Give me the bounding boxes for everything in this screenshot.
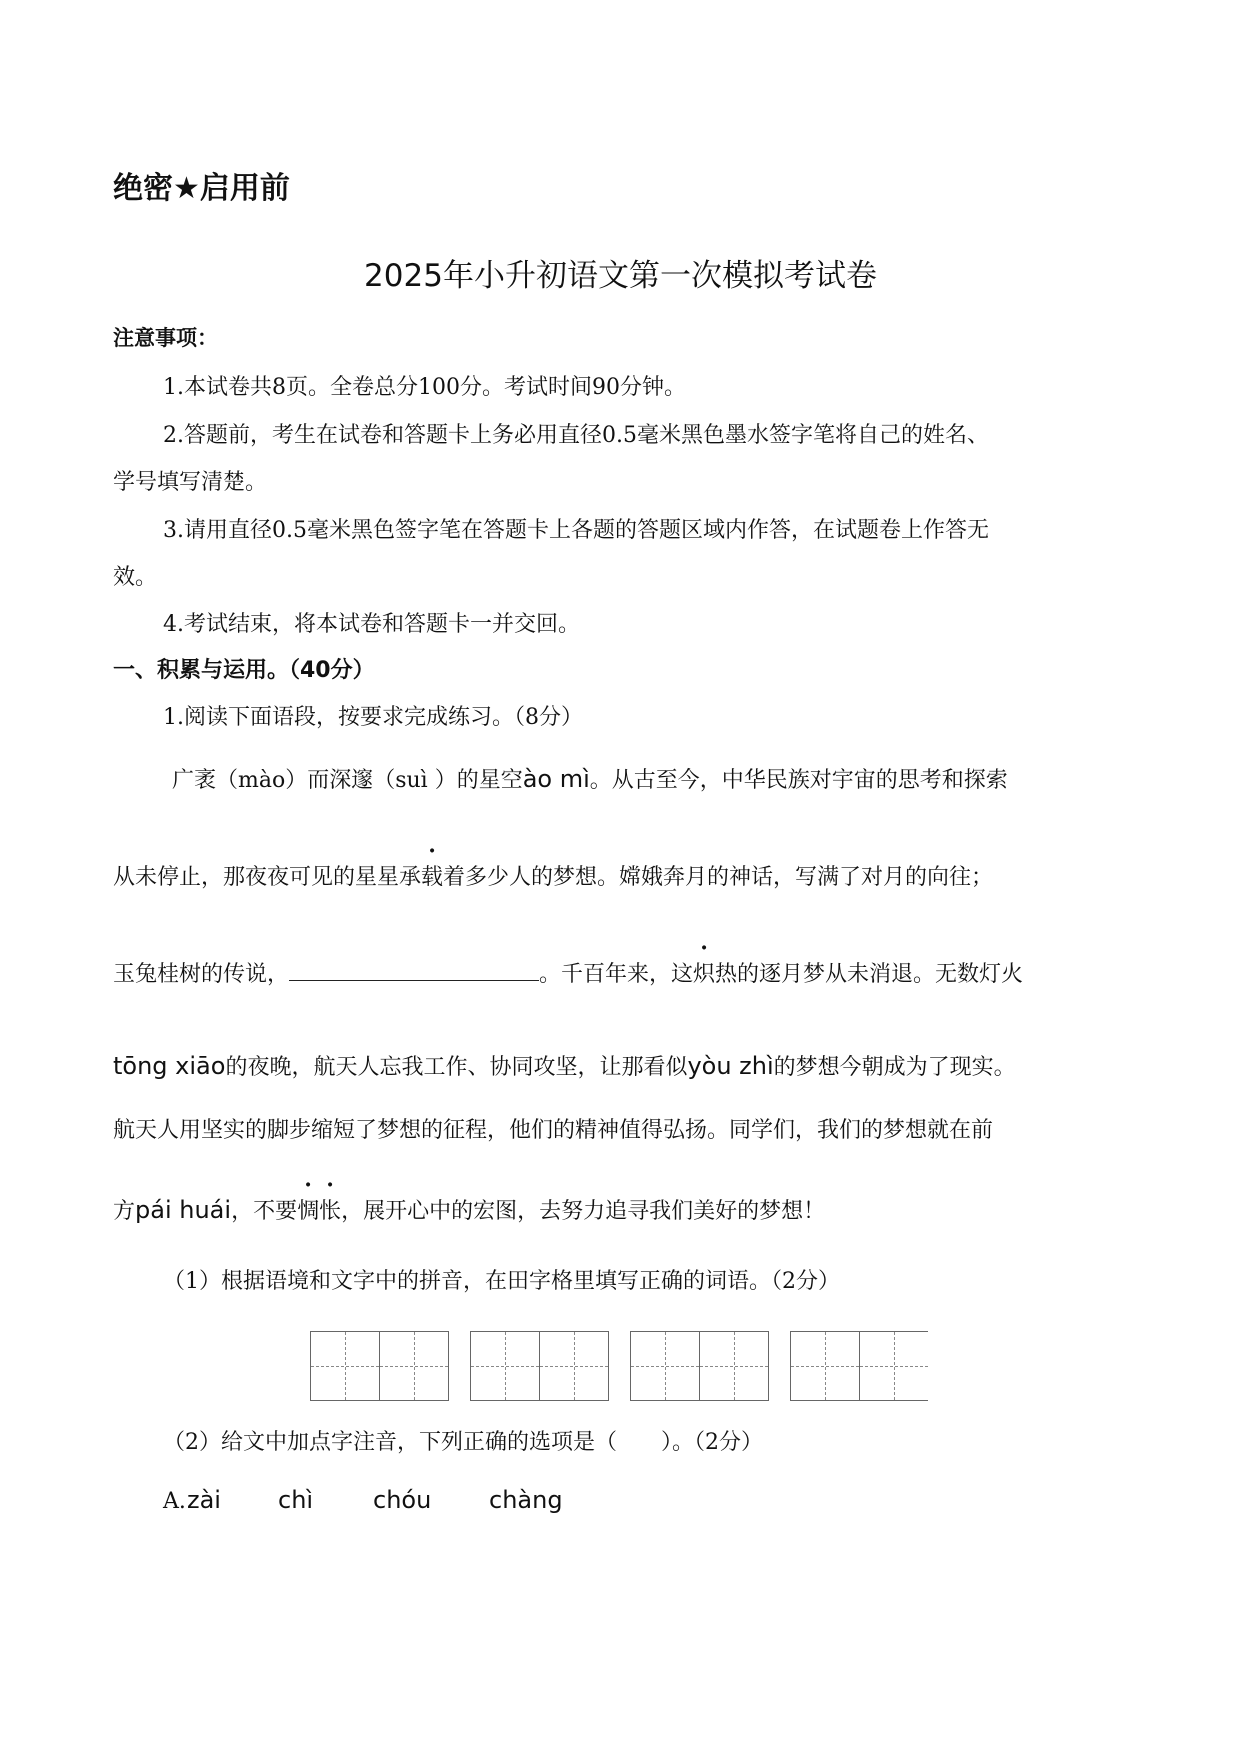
pinyin-prompt: pái huái xyxy=(135,1196,232,1224)
section-heading: 一、积累与运用。（40分） xyxy=(113,658,375,683)
option-a-pinyin-2: chì xyxy=(278,1486,314,1514)
tianzige-box-4[interactable] xyxy=(790,1331,928,1401)
subquestion-1: （1）根据语境和文字中的拼音，在田字格里填写正确的词语。（2分） xyxy=(163,1269,840,1294)
pinyin-prompt: ào mì xyxy=(522,765,590,793)
page-title: 2025年小升初语文第一次模拟考试卷 xyxy=(364,258,877,294)
passage-line-5: 航天人用坚实的脚步缩短了梦想的征程，他们的精神值得弘扬。同学们，我们的梦想就在前 xyxy=(113,1118,994,1143)
notice-item-2-cont: 学号填写清楚。 xyxy=(113,470,268,495)
notice-heading: 注意事项： xyxy=(113,326,218,350)
grid-cell[interactable] xyxy=(470,1331,539,1401)
notice-item-3: 3.请用直径0.5毫米黑色签字笔在答题卡上各题的答题区域内作答，在试题卷上作答无 xyxy=(163,518,989,543)
grid-cell[interactable] xyxy=(630,1331,699,1401)
notice-item-3-cont: 效。 xyxy=(113,565,158,590)
option-a-pinyin-4: chàng xyxy=(489,1486,563,1514)
pinyin-prompt: yòu zhì xyxy=(687,1052,774,1080)
tianzige-box-1[interactable] xyxy=(310,1331,449,1401)
grid-cell[interactable] xyxy=(310,1331,379,1401)
fill-blank[interactable] xyxy=(289,960,539,981)
passage-line-4: tōng xiāo的夜晚，航天人忘我工作、协同攻坚，让那看似yòu zhì的梦想今朝成为了现实。 xyxy=(113,1052,1016,1080)
option-letter: A. xyxy=(163,1489,186,1514)
grid-cell[interactable] xyxy=(859,1331,928,1401)
notice-item-2: 2.答题前，考生在试卷和答题卡上务必用直径0.5毫米黑色墨水签字笔将自己的姓名、 xyxy=(163,423,989,448)
notice-item-4: 4.考试结束，将本试卷和答题卡一并交回。 xyxy=(163,612,580,637)
passage-line-3: 玉兔桂树的传说， 。千百年来，这炽热的逐月梦从未消退。无数灯火 xyxy=(113,957,1023,988)
grid-cell[interactable] xyxy=(379,1331,449,1401)
option-a[interactable] xyxy=(163,1489,186,1514)
confidential-label: 绝密★启用前 xyxy=(113,171,290,206)
dotted-char: 惆 xyxy=(297,1199,320,1224)
grid-cell[interactable] xyxy=(539,1331,609,1401)
tianzige-box-3[interactable] xyxy=(630,1331,769,1401)
grid-cell[interactable] xyxy=(790,1331,859,1401)
option-a-pinyin-3: chóu xyxy=(373,1486,432,1514)
subquestion-2: （2）给文中加点字注音，下列正确的选项是（ ）。（2分） xyxy=(163,1430,763,1455)
grid-cell[interactable] xyxy=(699,1331,769,1401)
passage-line-1: 广袤（màо）而深邃（suì ）的星空ào mì。从古至今，中华民族对宇宙的思考和探索 xyxy=(172,765,1008,793)
passage-line-6: 方pái huái，不要惆怅，展开心中的宏图，去努力追寻我们美好的梦想！ xyxy=(113,1196,826,1224)
dotted-char: 怅 xyxy=(319,1199,342,1224)
tianzige-box-2[interactable] xyxy=(470,1331,609,1401)
dotted-char: 炽 xyxy=(693,962,716,987)
passage-line-2: 从未停止，那夜夜可见的星星承载着多少人的梦想。嫦娥奔月的神话，写满了对月的向往； xyxy=(113,860,993,891)
notice-item-1: 1.本试卷共8页。全卷总分100分。考试时间90分钟。 xyxy=(163,375,686,400)
question-1-prompt: 1.阅读下面语段，按要求完成练习。（8分） xyxy=(163,705,583,730)
pinyin-prompt: tōng xiāo xyxy=(113,1052,226,1080)
option-a-pinyin-1: zài xyxy=(187,1486,221,1514)
dotted-char: 载 xyxy=(421,865,444,890)
